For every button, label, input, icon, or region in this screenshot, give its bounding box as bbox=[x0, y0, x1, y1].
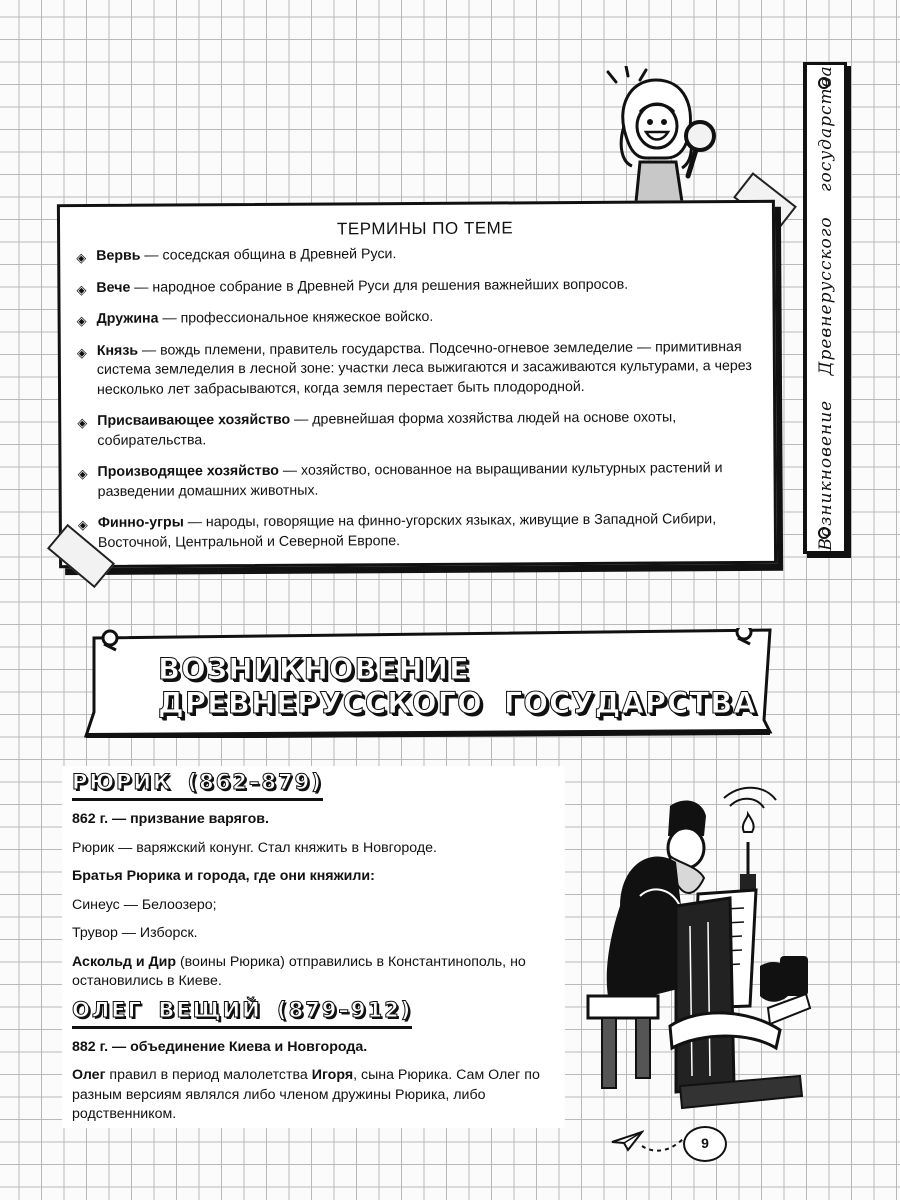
term-item bbox=[76, 337, 755, 400]
section-title-line1: ВОЗНИКНОВЕНИЕ bbox=[158, 652, 470, 686]
oleg-text-a: правил в период малолетства bbox=[105, 1067, 312, 1083]
girl-with-magnifier-illustration bbox=[596, 66, 726, 206]
section-title bbox=[158, 652, 757, 720]
rurik-description: Рюрик — варяжский конунг. Стал княжить в Новгороде. bbox=[72, 839, 437, 856]
side-tab-text: Возникновение Древнерусского государства bbox=[815, 65, 836, 551]
term-name: Дружина bbox=[96, 310, 159, 327]
term-item bbox=[76, 243, 754, 267]
term-name: Вече bbox=[96, 279, 131, 296]
chronicler-monk-illustration bbox=[580, 786, 816, 1126]
term-item bbox=[77, 510, 756, 553]
term-item bbox=[77, 408, 755, 451]
term-item bbox=[76, 274, 754, 298]
diamond-bullet-icon: ◈ bbox=[77, 517, 88, 533]
term-item bbox=[77, 459, 755, 502]
oleg-name: Олег bbox=[72, 1067, 106, 1083]
tab-dot-icon bbox=[818, 527, 830, 539]
term-definition: — профессиональное княжеское войско. bbox=[158, 308, 434, 327]
diamond-bullet-icon: ◈ bbox=[77, 466, 88, 482]
rurik-heading: РЮРИК (862–879) bbox=[72, 770, 323, 801]
oleg-event bbox=[72, 1038, 555, 1058]
askold-dir-text: (воины Рюрика) отправились в Константинополь, но остановились в Киеве. bbox=[72, 953, 526, 989]
brothers-heading-text: Братья Рюрика и города, где они княжили: bbox=[72, 868, 375, 884]
section-title-banner bbox=[80, 628, 774, 738]
term-definition: — народы, говорящие на финно-угорских языках, живущие в Западной Сибири, Восточной, Центральной и Северной Европе. bbox=[97, 511, 717, 551]
rurik-event-text: 862 г. — призвание варягов. bbox=[72, 811, 269, 827]
dashed-trail-icon bbox=[640, 1128, 686, 1154]
askold-dir-name: Аскольд и Дир bbox=[72, 953, 177, 970]
diamond-bullet-icon: ◈ bbox=[76, 281, 87, 297]
term-definition: — народное собрание в Древней Руси для решения важнейших вопросов. bbox=[130, 276, 629, 296]
term-definition: — хозяйство, основанное на выращивании культурных растений и разведении домашних животных. bbox=[97, 460, 723, 500]
brother-truvor: Трувор — Изборск. bbox=[72, 925, 198, 941]
diamond-bullet-icon: ◈ bbox=[77, 415, 88, 431]
term-name: Присваивающее хозяйство bbox=[97, 411, 291, 429]
term-definition: — древнейшая форма хозяйства людей на основе охоты, собирательства. bbox=[97, 409, 677, 449]
page-number: 9 bbox=[683, 1126, 727, 1162]
terms-title: ТЕРМИНЫ ПО ТЕМЕ bbox=[336, 218, 514, 239]
diamond-bullet-icon: ◈ bbox=[76, 344, 87, 360]
brothers-heading bbox=[72, 867, 555, 887]
paper-plane-icon bbox=[610, 1130, 644, 1152]
term-name: Финно-угры bbox=[97, 514, 184, 531]
oleg-text-b: , сына Рюрика. Сам Олег по разным версиям являлся либо членом дружины Рюрика, либо родственником. bbox=[72, 1067, 540, 1122]
diamond-bullet-icon: ◈ bbox=[76, 250, 87, 266]
diamond-bullet-icon: ◈ bbox=[76, 313, 87, 329]
oleg-paragraph bbox=[72, 1066, 555, 1125]
terms-board bbox=[57, 200, 777, 568]
content-panel bbox=[62, 766, 565, 1128]
term-name: Вервь bbox=[96, 247, 141, 264]
term-definition: — вождь племени, правитель государства. Подсечно-огневое земледелие — примитивная система земледелия в лесной зоне: участки леса выжигаются и засаживаются культурами, а через несколько лет забрасываются, когда земля перестает быть плодородной. bbox=[96, 338, 752, 398]
term-item bbox=[76, 306, 755, 330]
oleg-event-text: 882 г. — объединение Киева и Новгорода. bbox=[72, 1038, 368, 1055]
brother-sineus: Синеус — Белоозеро; bbox=[72, 896, 217, 913]
oleg-heading: ОЛЕГ ВЕЩИЙ (879–912) bbox=[72, 998, 412, 1029]
term-name: Производящее хозяйство bbox=[97, 462, 279, 480]
igor-name: Игоря bbox=[311, 1067, 354, 1083]
side-chapter-tab bbox=[803, 62, 847, 554]
term-definition: — соседская община в Древней Руси. bbox=[140, 246, 397, 264]
rurik-event bbox=[72, 810, 555, 830]
askold-dir-paragraph bbox=[72, 953, 555, 992]
term-name: Князь bbox=[96, 342, 139, 359]
section-title-line2: ДРЕВНЕРУССКОГО ГОСУДАРСТВА bbox=[158, 686, 757, 720]
